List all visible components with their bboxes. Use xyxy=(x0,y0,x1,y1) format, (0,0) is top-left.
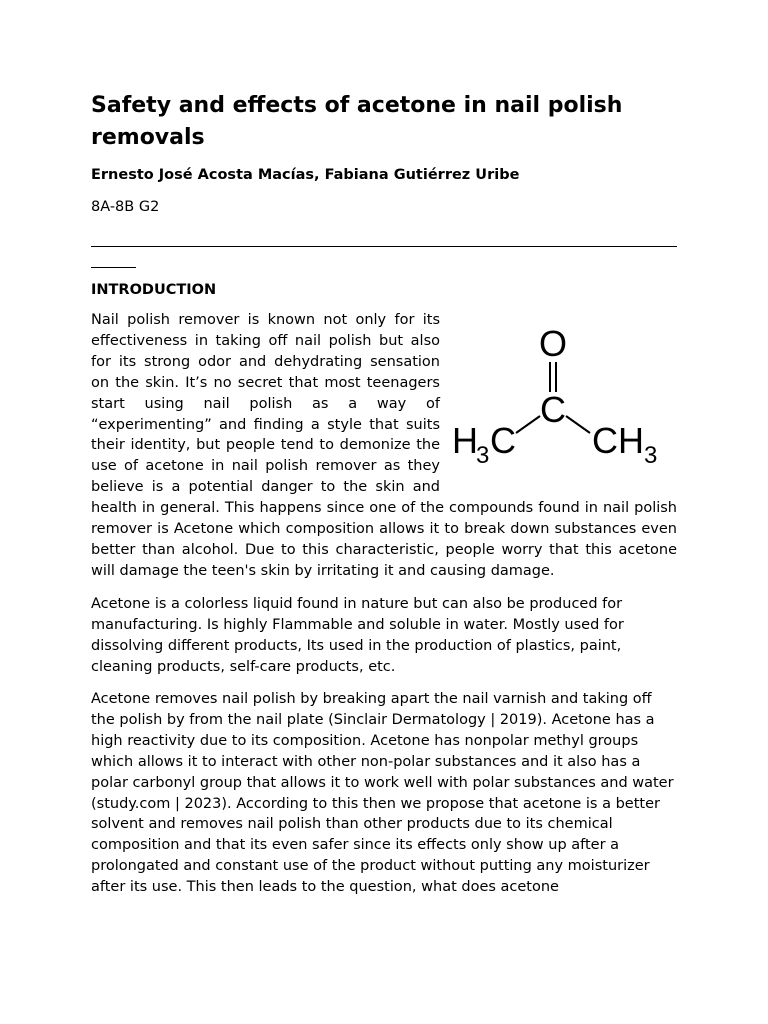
author-line: Ernesto José Acosta Macías, Fabiana Gutiérrez Uribe xyxy=(91,167,520,183)
horizontal-rule xyxy=(91,234,677,276)
right-methyl-subscript: 3 xyxy=(644,442,658,469)
paragraph-acetone-mechanism: Acetone removes nail polish by breaking apart the nail varnish and taking off the polish by from the nail plate (Sinclair Dermatology | 2019). Acetone has a high reactivity due to its composition. Acetone has nonpolar methyl groups which allows it to interact with other non-polar substances and it also has a polar carbonyl group that allows it to work well with polar substances and water (study.com | 2023). According to this then we propose that acetone is a better solvent and removes nail polish than other products due to its chemical composition and that its even safer since its effects only show up after a prolongated and constant use of the product without putting any moisturizer after its use. This then leads to the question, what does acetone xyxy=(91,691,674,896)
paragraph-intro xyxy=(91,310,677,582)
right-methyl-ch: CH xyxy=(592,420,644,461)
oxygen-atom-label: O xyxy=(538,323,568,364)
rule-line-short xyxy=(91,247,136,268)
acetone-molecule-diagram xyxy=(452,310,677,478)
section-heading: INTRODUCTION xyxy=(91,282,217,298)
single-bond-right xyxy=(566,416,590,433)
paragraph-acetone-description: Acetone is a colorless liquid found in nature but can also be produced for manufacturing. Is highly Flammable and soluble in water. Mostly used for dissolving different products, Its used in the production of plastics, paint, cleaning products, self-care products, etc. xyxy=(91,596,624,675)
left-methyl-subscript: 3 xyxy=(476,442,490,469)
rule-line-full xyxy=(91,234,677,247)
paragraph-intro-text: Nail polish remover is known not only for its effectiveness in taking off nail polish but also for its strong odor and dehydrating sensation on the skin. It’s no secret that most teenagers start using nail polish as a way of “experimenting” and finding a style that suits their identity, but people tend to demonize the use of acetone in nail polish remover as they believe is a potential danger to the skin and health in general. This happens since one of the compounds found in nail polish remover is Acetone which composition allows it to break down substances even better than alcohol. Due to this characteristic, people worry that this acetone will damage the teen's skin by irritating it and causing damage. xyxy=(91,312,677,579)
left-methyl-c: C xyxy=(490,420,516,461)
acetone-structure-figure xyxy=(452,310,677,478)
left-methyl-h: H xyxy=(452,420,478,461)
document-title: Safety and effects of acetone in nail polish removals xyxy=(91,93,623,150)
group-label: 8A-8B G2 xyxy=(91,199,160,215)
single-bond-left xyxy=(516,416,540,433)
carbon-atom-label: C xyxy=(540,389,566,430)
